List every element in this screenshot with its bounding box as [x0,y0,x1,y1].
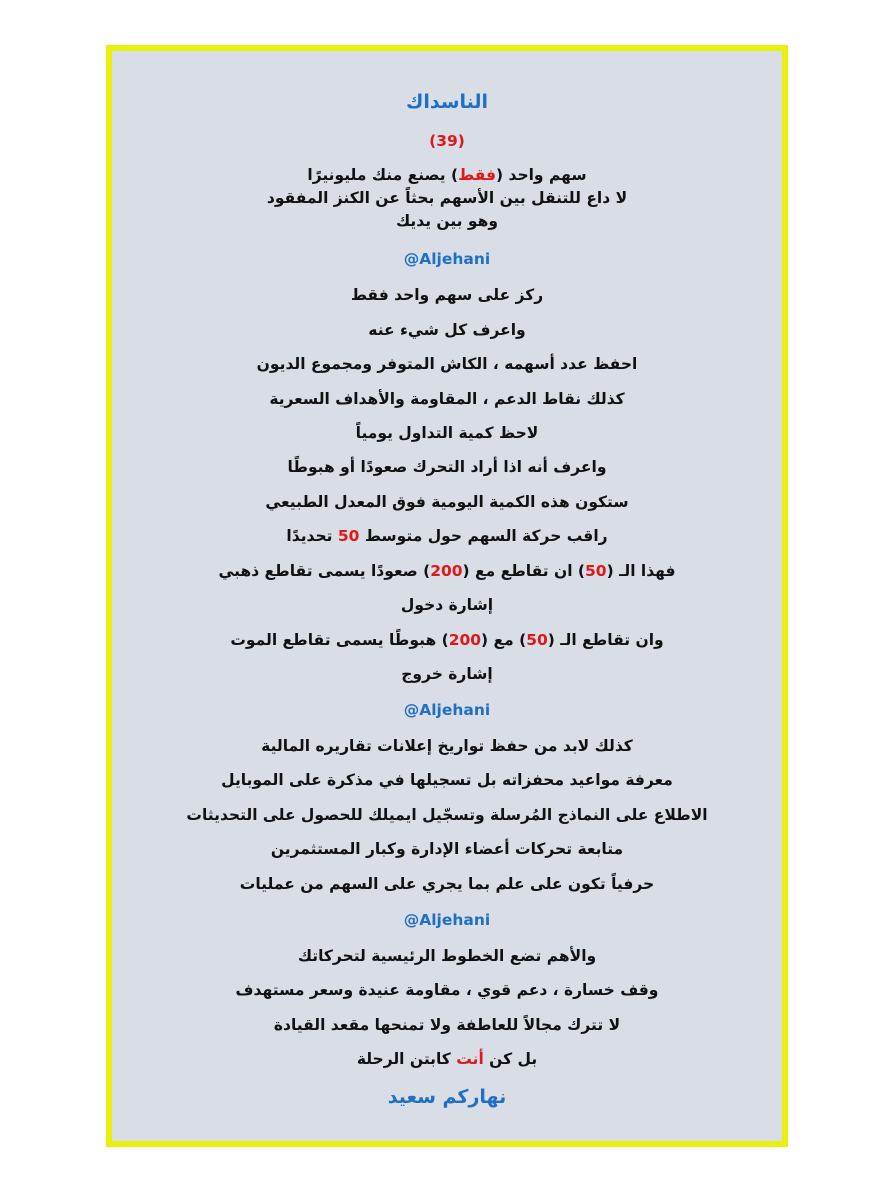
intro-highlight: فقط [458,166,497,184]
poster-title: الناسداك [405,91,489,113]
text-segment: بل كن [483,1050,538,1068]
intro-line-3: وهو بين يديك [395,212,498,230]
highlight-word: أنت [456,1050,484,1068]
text-line: لاحظ كمية التداول يومياً [355,424,539,442]
text-segment: ) هبوطًا يسمى تقاطع الموت [230,631,449,649]
text-line: ستكون هذه الكمية اليومية فوق المعدل الطبيعي [265,493,629,511]
text-segment: تحديدًا [286,527,338,545]
text-segment: كابتن الرحلة [356,1050,457,1068]
text-line: واعرف كل شيء عنه [368,321,526,339]
highlight-number: 50 [526,631,548,649]
text-segment: ) صعودًا يسمى تقاطع ذهبي [218,562,431,580]
text-segment: وان تقاطع الـ ( [547,631,664,649]
text-line: حرفياً تكون على علم بما يجري على السهم من عمليات [239,875,655,893]
text-segment: راقب حركة السهم حول متوسط [359,527,608,545]
highlight-number: 50 [337,527,360,545]
text-line: والأهم تضع الخطوط الرئيسية لتحركاتك [297,947,597,965]
post-number: (39) [429,132,465,150]
highlight-number: 50 [585,562,607,580]
text-segment: ) مع ( [481,631,527,649]
text-line: متابعة تحركات أعضاء الإدارة وكبار المستثمرين [270,840,624,858]
intro-text: سهم واحد ( [496,166,587,184]
death-cross-line [112,629,782,651]
highlight-number: 200 [448,631,482,649]
text-line: احفظ عدد أسهمه ، الكاش المتوفر ومجموع الديون [256,355,638,373]
text-line: لا تترك مجالاً للعاطفة ولا تمنحها مقعد القيادة [273,1016,621,1034]
golden-cross-line [112,560,782,582]
exit-signal-line: إشارة خروج [401,665,493,683]
author-handle: @Aljehani [403,701,491,719]
text-line: واعرف أنه اذا أراد التحرك صعودًا أو هبوطًا [287,458,607,476]
poster-frame [106,45,788,1147]
text-line: كذلك لابد من حفظ تواريخ إعلانات تقاريره المالية [261,737,633,755]
author-handle: @Aljehani [403,911,491,929]
closing-line [112,1048,782,1070]
poster-content [112,51,782,1141]
text-line: ركز على سهم واحد فقط [350,286,544,304]
intro-text: ) يصنع منك مليونيرًا [307,166,459,184]
text-segment: ) ان تقاطع مع ( [462,562,586,580]
intro-line-1 [112,164,782,186]
moving-average-line [112,525,782,547]
text-line: وقف خسارة ، دعم قوي ، مقاومة عنيدة وسعر مستهدف [235,981,659,999]
text-line: معرفة مواعيد محفزاته بل تسجيلها في مذكرة على الموبايل [221,771,673,789]
text-line: كذلك نقاط الدعم ، المقاومة والأهداف السعرية [269,390,625,408]
sign-off: نهاركم سعيد [387,1086,507,1108]
entry-signal-line: إشارة دخول [400,596,494,614]
text-line: الاطلاع على النماذج المُرسلة وتسجّيل ايميلك للحصول على التحديثات [186,806,708,824]
highlight-number: 200 [430,562,463,580]
intro-line-2: لا داع للتنقل بين الأسهم بحثاً عن الكنز المفقود [266,189,628,207]
author-handle: @Aljehani [403,250,491,268]
text-segment: فهذا الـ ( [606,562,676,580]
